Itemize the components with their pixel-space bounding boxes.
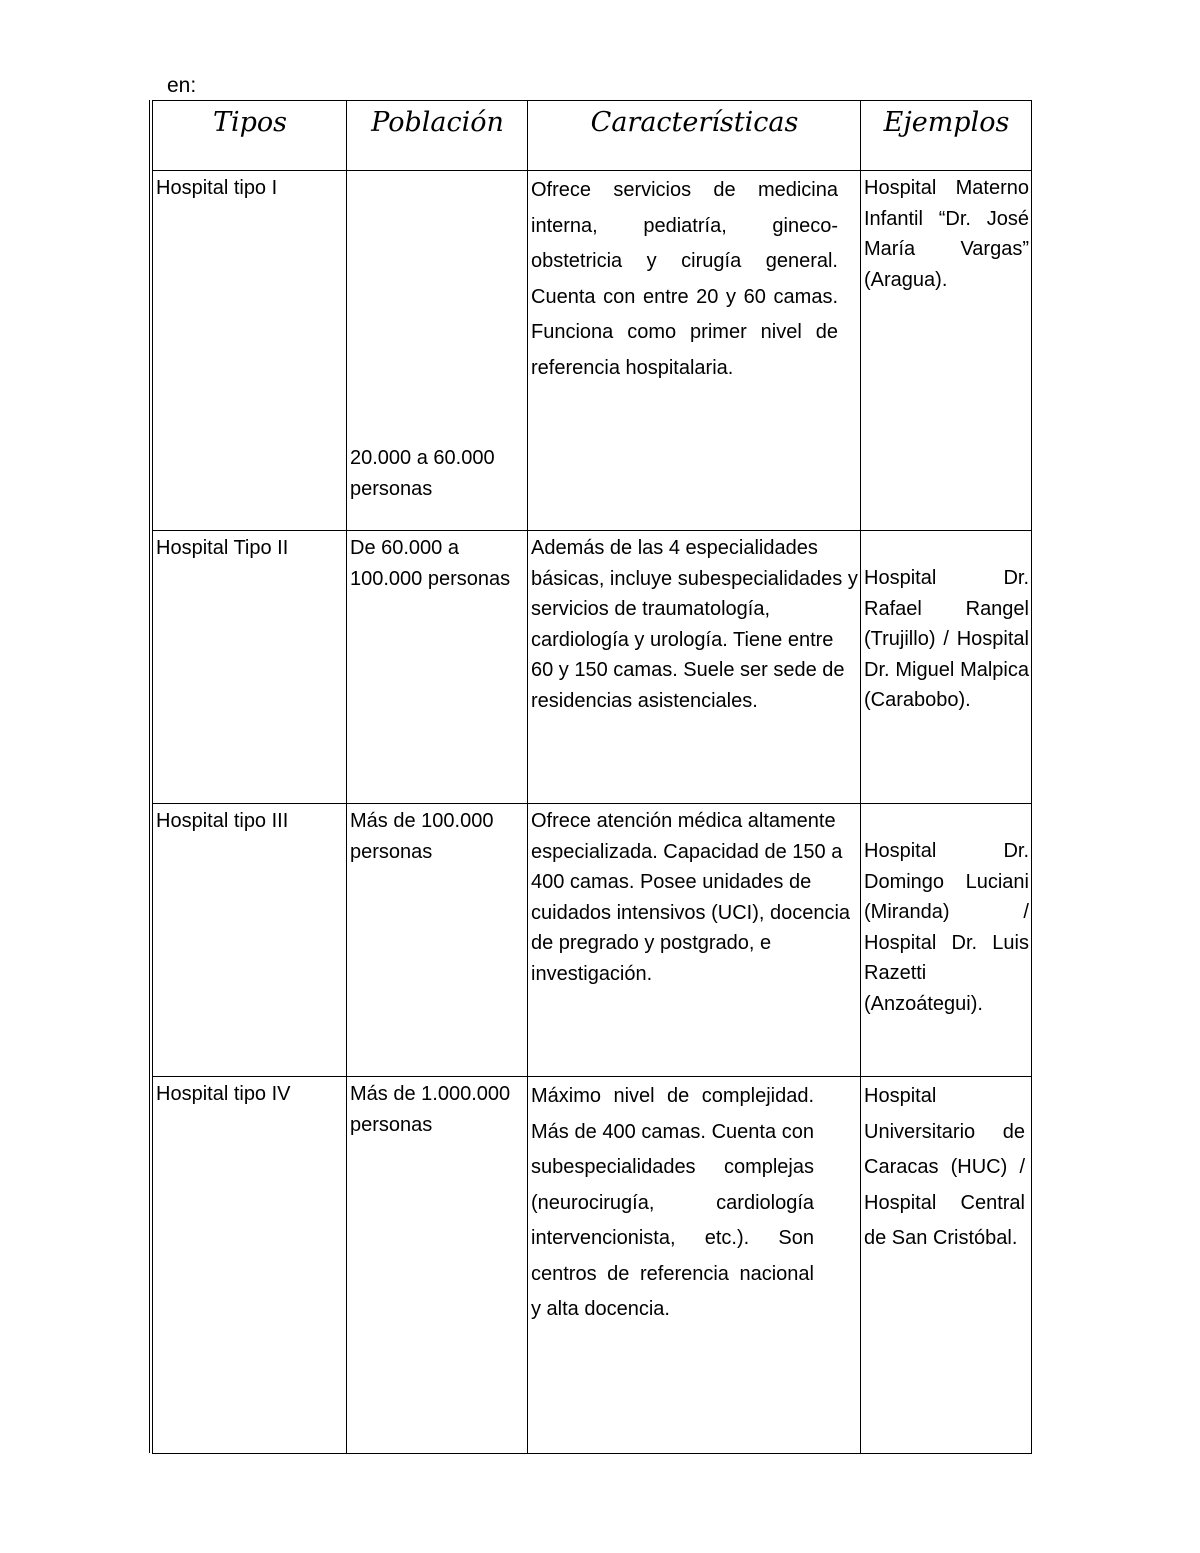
cell-caracteristicas: Ofrece servicios de medicina interna, pediatría, gineco-obstetricia y cirugía general. Cuenta con entre 20 y 60 camas. Funciona como primer nivel de referencia hospitalaria.	[528, 171, 861, 531]
header-ejemplos: Ejemplos	[861, 101, 1032, 171]
cell-ejemplos: Hospital Dr. Domingo Luciani (Miranda) / Hospital Dr. Luis Razetti (Anzoátegui).	[861, 804, 1032, 1077]
cell-poblacion: Más de 100.000 personas	[347, 804, 528, 1077]
cell-tipo: Hospital tipo III	[153, 804, 347, 1077]
table-header-row	[153, 101, 1032, 171]
hospital-types-table-frame	[149, 100, 1031, 1453]
cell-tipo: Hospital tipo I	[153, 171, 347, 531]
header-tipos: Tipos	[153, 101, 347, 171]
table-row	[153, 171, 1032, 531]
table-row	[153, 804, 1032, 1077]
cell-ejemplos: Hospital Dr. Rafael Rangel (Trujillo) / Hospital Dr. Miguel Malpica (Carabobo).	[861, 531, 1032, 804]
intro-text: en:	[167, 74, 197, 97]
cell-caracteristicas: Ofrece atención médica altamente especializada. Capacidad de 150 a 400 camas. Posee unidades de cuidados intensivos (UCI), docencia de pregrado y postgrado, e investigación.	[528, 804, 861, 1077]
cell-ejemplos: Hospital Materno Infantil “Dr. José María Vargas” (Aragua).	[861, 171, 1032, 531]
cell-caracteristicas: Máximo nivel de complejidad. Más de 400 camas. Cuenta con subespecialidades complejas (neurocirugía, cardiología intervencionista, etc.). Son centros de referencia nacional y alta docencia.	[528, 1077, 861, 1454]
cell-poblacion: Más de 1.000.000 personas	[347, 1077, 528, 1454]
hospital-types-table	[152, 100, 1032, 1454]
cell-poblacion: De 60.000 a 100.000 personas	[347, 531, 528, 804]
header-caracteristicas: Características	[528, 101, 861, 171]
cell-poblacion	[347, 171, 528, 531]
cell-caracteristicas: Además de las 4 especialidades básicas, incluye subespecialidades y servicios de traumatología, cardiología y urología. Tiene entre 60 y 150 camas. Suele ser sede de residencias asistenciales.	[528, 531, 861, 804]
cell-poblacion-text: 20.000 a 60.000 personas	[350, 447, 495, 500]
table-row	[153, 1077, 1032, 1454]
table-row	[153, 531, 1032, 804]
cell-tipo: Hospital tipo IV	[153, 1077, 347, 1454]
cell-ejemplos: Hospital Universitario de Caracas (HUC) / Hospital Central de San Cristóbal.	[861, 1077, 1032, 1454]
cell-tipo: Hospital Tipo II	[153, 531, 347, 804]
header-poblacion: Población	[347, 101, 528, 171]
